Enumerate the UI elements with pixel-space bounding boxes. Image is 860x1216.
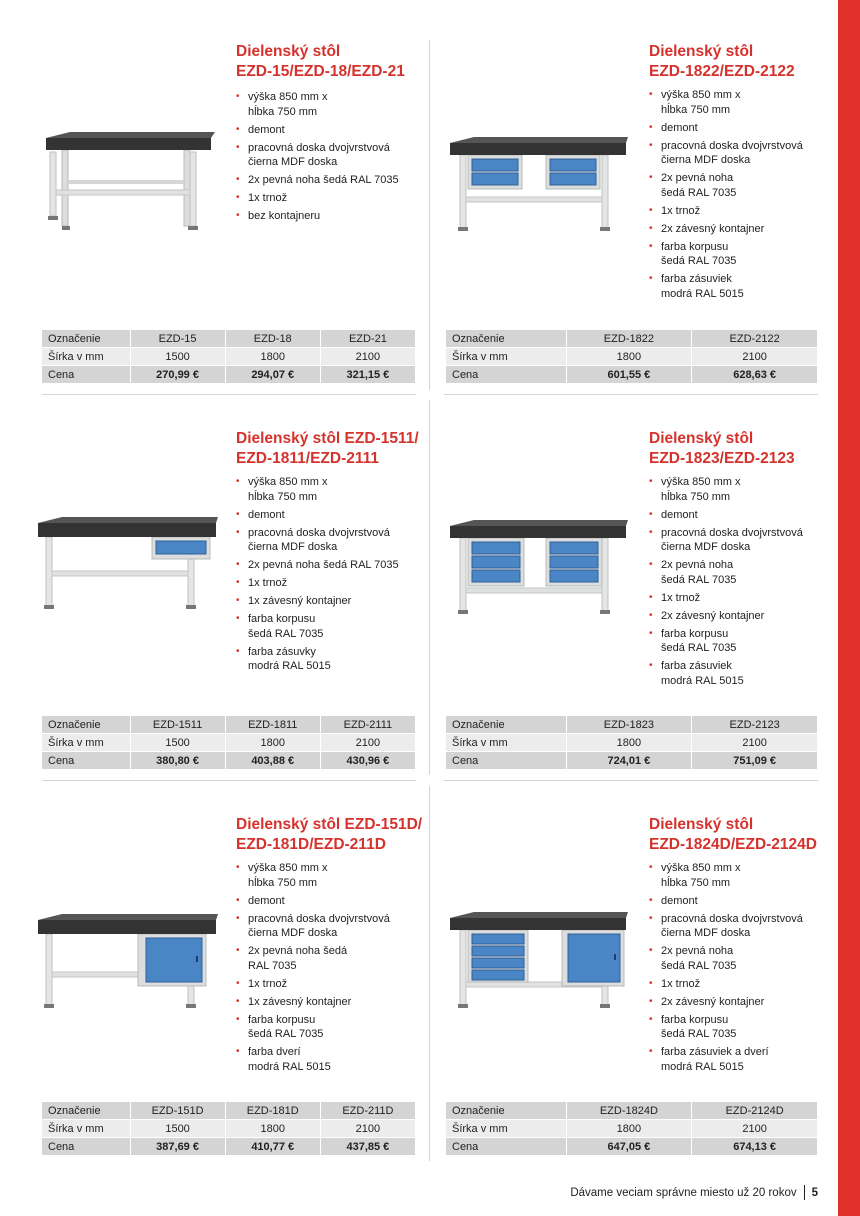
workbench-image <box>34 912 220 1014</box>
workbench-image <box>446 910 630 1014</box>
table-cell: EZD-2123 <box>692 716 818 734</box>
table-row-label: Šírka v mm <box>42 1120 130 1138</box>
feature-list <box>649 475 849 692</box>
table-cell: EZD-21 <box>320 330 415 348</box>
table-cell: 430,96 € <box>320 752 415 770</box>
feature-item: • výška 850 mm x hĺbka 750 mm <box>649 88 849 117</box>
feature-item: • pracovná doska dvojvrstvová čierna MDF doska <box>649 139 849 168</box>
feature-item: • 2x pevná noha šedá RAL 7035 <box>236 944 436 973</box>
table-row-label: Označenie <box>42 330 130 348</box>
table-cell: 724,01 € <box>566 752 692 770</box>
table-cell: 1500 <box>130 1120 225 1138</box>
table-row-label: Šírka v mm <box>446 1120 566 1138</box>
spec-table <box>42 1102 416 1156</box>
table-row <box>446 330 818 348</box>
table-cell: EZD-2122 <box>692 330 818 348</box>
workbench-image <box>34 515 220 615</box>
table-cell: 2100 <box>692 348 818 366</box>
table-row <box>446 752 818 770</box>
feature-item: • 2x pevná noha šedá RAL 7035 <box>649 558 849 587</box>
feature-item: • demont <box>236 894 436 909</box>
product-title: Dielenský stôl EZD-1511/ EZD-1811/EZD-2111 <box>236 430 419 467</box>
feature-item: • výška 850 mm x hĺbka 750 mm <box>236 861 436 890</box>
feature-item: • farba dverí modrá RAL 5015 <box>236 1045 436 1074</box>
table-row <box>446 1102 818 1120</box>
spec-table <box>42 716 416 770</box>
table-row-label: Cena <box>42 366 130 384</box>
feature-item: • výška 850 mm x hĺbka 750 mm <box>649 475 849 504</box>
table-cell: 1500 <box>130 734 225 752</box>
feature-item: • výška 850 mm x hĺbka 750 mm <box>649 861 849 890</box>
table-cell: 1800 <box>566 734 692 752</box>
table-row-label: Označenie <box>446 1102 566 1120</box>
feature-item: • farba zásuviek a dverí modrá RAL 5015 <box>649 1045 849 1074</box>
separator <box>42 394 416 395</box>
feature-item: • 2x pevná noha šedá RAL 7035 <box>236 558 436 573</box>
table-cell: EZD-18 <box>225 330 320 348</box>
separator <box>42 780 416 781</box>
table-row-label: Označenie <box>446 716 566 734</box>
feature-item: • demont <box>649 508 849 523</box>
feature-item: • 2x pevná noha šedá RAL 7035 <box>649 944 849 973</box>
feature-item: • 1x trnož <box>649 591 849 606</box>
feature-item: • demont <box>649 121 849 136</box>
table-row-label: Cena <box>42 752 130 770</box>
table-cell: 387,69 € <box>130 1138 225 1156</box>
spec-table <box>446 716 818 770</box>
table-row-label: Cena <box>42 1138 130 1156</box>
table-cell: 321,15 € <box>320 366 415 384</box>
table-cell: 2100 <box>320 1120 415 1138</box>
table-cell: EZD-15 <box>130 330 225 348</box>
table-row <box>42 366 416 384</box>
table-row <box>446 734 818 752</box>
feature-item: • demont <box>649 894 849 909</box>
feature-list <box>236 90 436 227</box>
table-cell: 1800 <box>225 1120 320 1138</box>
table-row-label: Cena <box>446 752 566 770</box>
feature-item: • výška 850 mm x hĺbka 750 mm <box>236 90 436 119</box>
table-row <box>42 348 416 366</box>
table-cell: EZD-2124D <box>692 1102 818 1120</box>
feature-item: • 1x trnož <box>236 576 436 591</box>
workbench-image <box>446 135 630 235</box>
feature-item: • farba zásuvky modrá RAL 5015 <box>236 645 436 674</box>
feature-list <box>649 88 849 305</box>
feature-item: • 1x trnož <box>649 204 849 219</box>
feature-item: • 1x trnož <box>236 191 436 206</box>
table-row-label: Šírka v mm <box>42 348 130 366</box>
page-footer <box>570 1185 818 1200</box>
table-row-label: Šírka v mm <box>446 348 566 366</box>
workbench-image <box>40 130 220 235</box>
footer-divider <box>804 1185 805 1200</box>
product-title: Dielenský stôl EZD-1823/EZD-2123 <box>649 430 795 467</box>
feature-item: • 2x pevná noha šedá RAL 7035 <box>236 173 436 188</box>
table-row-label: Šírka v mm <box>446 734 566 752</box>
table-cell: EZD-1811 <box>225 716 320 734</box>
feature-item: • 1x závesný kontajner <box>236 594 436 609</box>
feature-item: • farba zásuviek modrá RAL 5015 <box>649 272 849 301</box>
feature-item: • 1x trnož <box>236 977 436 992</box>
table-row <box>446 366 818 384</box>
table-row-label: Označenie <box>42 716 130 734</box>
table-cell: EZD-1823 <box>566 716 692 734</box>
feature-item: • pracovná doska dvojvrstvová čierna MDF doska <box>236 141 436 170</box>
table-cell: 1800 <box>225 348 320 366</box>
table-cell: 2100 <box>692 734 818 752</box>
feature-item: • výška 850 mm x hĺbka 750 mm <box>236 475 436 504</box>
product-title: Dielenský stôl EZD-151D/ EZD-181D/EZD-211D <box>236 816 423 853</box>
table-cell: 1500 <box>130 348 225 366</box>
product-title: Dielenský stôl EZD-15/EZD-18/EZD-21 <box>236 43 405 80</box>
table-row <box>42 752 416 770</box>
feature-item: • demont <box>236 123 436 138</box>
table-cell: 294,07 € <box>225 366 320 384</box>
feature-item: • farba korpusu šedá RAL 7035 <box>236 1013 436 1042</box>
table-row <box>446 348 818 366</box>
table-cell: 751,09 € <box>692 752 818 770</box>
table-cell: EZD-151D <box>130 1102 225 1120</box>
feature-item: • bez kontajneru <box>236 209 436 224</box>
table-row <box>42 1102 416 1120</box>
table-cell: 601,55 € <box>566 366 692 384</box>
table-row <box>42 716 416 734</box>
product-title: Dielenský stôl EZD-1824D/EZD-2124D <box>649 816 817 853</box>
footer-slogan: Dávame veciam správne miesto už 20 rokov <box>570 1186 797 1199</box>
feature-item: • farba zásuviek modrá RAL 5015 <box>649 659 849 688</box>
table-cell: 674,13 € <box>692 1138 818 1156</box>
spec-table <box>42 330 416 384</box>
table-row-label: Cena <box>446 1138 566 1156</box>
table-cell: EZD-2111 <box>320 716 415 734</box>
table-cell: 380,80 € <box>130 752 225 770</box>
feature-item: • farba korpusu šedá RAL 7035 <box>649 1013 849 1042</box>
separator <box>444 780 818 781</box>
feature-item: • pracovná doska dvojvrstvová čierna MDF doska <box>236 912 436 941</box>
table-cell: EZD-1824D <box>566 1102 692 1120</box>
table-cell: 403,88 € <box>225 752 320 770</box>
table-cell: 270,99 € <box>130 366 225 384</box>
table-row-label: Označenie <box>42 1102 130 1120</box>
feature-list <box>649 861 849 1078</box>
table-cell: 1800 <box>566 1120 692 1138</box>
feature-item: • 2x závesný kontajner <box>649 609 849 624</box>
table-cell: 628,63 € <box>692 366 818 384</box>
feature-item: • demont <box>236 508 436 523</box>
feature-item: • 2x závesný kontajner <box>649 222 849 237</box>
feature-item: • farba korpusu šedá RAL 7035 <box>649 627 849 656</box>
table-row <box>42 1138 416 1156</box>
separator <box>444 394 818 395</box>
spec-table <box>446 330 818 384</box>
feature-item: • pracovná doska dvojvrstvová čierna MDF doska <box>649 912 849 941</box>
table-cell: 410,77 € <box>225 1138 320 1156</box>
table-cell: 647,05 € <box>566 1138 692 1156</box>
feature-item: • 2x závesný kontajner <box>649 995 849 1010</box>
table-row <box>42 330 416 348</box>
table-row-label: Cena <box>446 366 566 384</box>
table-row <box>42 1120 416 1138</box>
table-cell: EZD-1511 <box>130 716 225 734</box>
table-cell: EZD-181D <box>225 1102 320 1120</box>
table-cell: EZD-1822 <box>566 330 692 348</box>
feature-item: • 1x závesný kontajner <box>236 995 436 1010</box>
feature-item: • farba korpusu šedá RAL 7035 <box>236 612 436 641</box>
page-number: 5 <box>811 1186 818 1199</box>
feature-item: • 1x trnož <box>649 977 849 992</box>
table-row <box>446 1120 818 1138</box>
table-cell: 437,85 € <box>320 1138 415 1156</box>
table-cell: 2100 <box>320 734 415 752</box>
feature-item: • pracovná doska dvojvrstvová čierna MDF doska <box>649 526 849 555</box>
table-row <box>446 716 818 734</box>
table-row-label: Označenie <box>446 330 566 348</box>
table-cell: 1800 <box>566 348 692 366</box>
feature-item: • 2x pevná noha šedá RAL 7035 <box>649 171 849 200</box>
feature-item: • farba korpusu šedá RAL 7035 <box>649 240 849 269</box>
table-cell: EZD-211D <box>320 1102 415 1120</box>
spec-table <box>446 1102 818 1156</box>
table-cell: 1800 <box>225 734 320 752</box>
table-cell: 2100 <box>320 348 415 366</box>
table-row <box>446 1138 818 1156</box>
feature-list <box>236 861 436 1078</box>
feature-item: • pracovná doska dvojvrstvová čierna MDF doska <box>236 526 436 555</box>
feature-list <box>236 475 436 677</box>
table-cell: 2100 <box>692 1120 818 1138</box>
product-title: Dielenský stôl EZD-1822/EZD-2122 <box>649 43 795 80</box>
workbench-image <box>446 518 630 620</box>
table-row-label: Šírka v mm <box>42 734 130 752</box>
table-row <box>42 734 416 752</box>
